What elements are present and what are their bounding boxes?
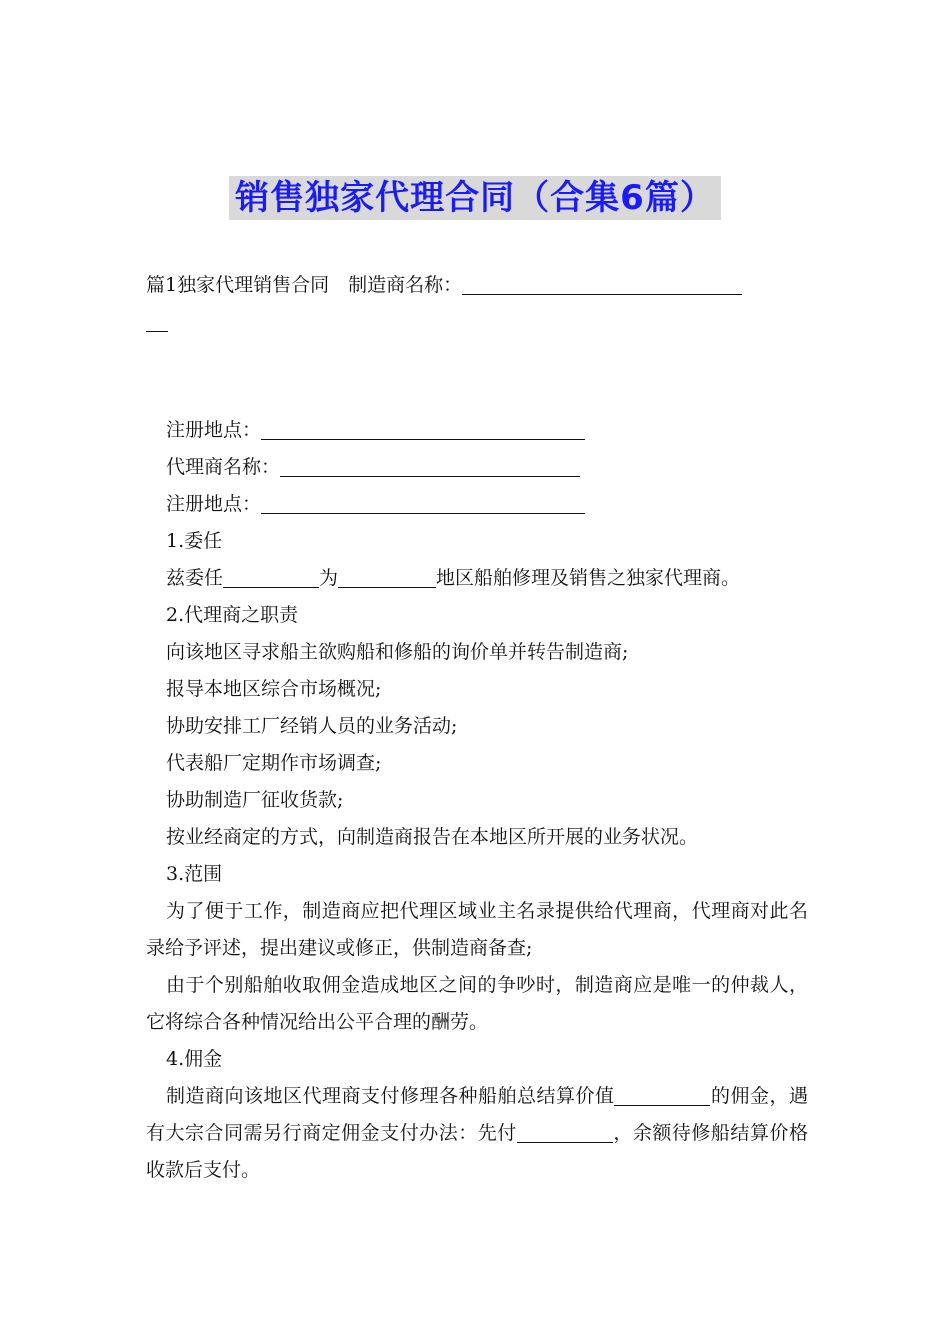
intro-text: 篇1独家代理销售合同 制造商名称： [146, 274, 463, 296]
text-span: 地区船舶修理及销售之独家代理商。 [436, 567, 741, 589]
text-span: 制造商向该地区代理商支付修理各种船舶总结算价值 [166, 1085, 615, 1107]
commission-rate-blank [614, 1081, 710, 1106]
text-span: 的佣金，遇有大宗合同需另行商定佣金支付办法：先付 [146, 1085, 808, 1144]
manufacturer-name-blank-end [146, 307, 168, 332]
intro-line-continued [146, 304, 808, 341]
text-span: 为 [319, 567, 339, 589]
field-label: 注册地点： [166, 493, 262, 515]
field-label: 注册地点： [166, 419, 262, 441]
intro-line [146, 267, 808, 304]
scope-paragraph: 为了便于工作，制造商应把代理区域业主名录提供给代理商，代理商对此名录给予评述，提出建议或修正，供制造商备查; [146, 900, 808, 959]
scope-paragraph: 由于个别船舶收取佣金造成地区之间的争吵时，制造商应是唯一的仲裁人，它将综合各种情况给出公平合理的酬劳。 [146, 974, 808, 1033]
field-blank [261, 489, 585, 514]
section-heading-duties: 2.代理商之职责 [166, 604, 299, 626]
duty-item: 报导本地区综合市场概况; [166, 678, 382, 700]
field-label: 代理商名称： [166, 456, 281, 478]
duty-item: 向该地区寻求船主欲购船和修船的询价单并转告制造商; [166, 641, 629, 663]
principal-blank [223, 563, 319, 588]
section-heading-commission: 4.佣金 [166, 1048, 223, 1070]
duty-item: 按业经商定的方式，向制造商报告在本地区所开展的业务状况。 [166, 826, 699, 848]
appointment-paragraph [146, 560, 808, 597]
commission-paragraph [146, 1078, 808, 1189]
duty-item: 协助安排工厂经销人员的业务活动; [166, 715, 458, 737]
field-blank [261, 415, 585, 440]
duty-item: 代表船厂定期作市场调查; [166, 752, 382, 774]
title-container [0, 176, 950, 220]
text-span: 兹委任 [166, 567, 224, 589]
field-agent-name [146, 449, 808, 486]
section-heading-appointment: 1.委任 [166, 530, 223, 552]
manufacturer-name-blank [462, 270, 742, 295]
field-registered-address-1 [146, 412, 808, 449]
region-blank [338, 563, 436, 588]
advance-payment-blank [517, 1118, 613, 1143]
field-registered-address-2 [146, 486, 808, 523]
section-heading-scope: 3.范围 [166, 863, 223, 885]
duty-item: 协助制造厂征收货款; [166, 789, 344, 811]
contract-body [146, 412, 808, 1189]
field-blank [280, 452, 580, 477]
document-title: 销售独家代理合同（合集6篇） [229, 176, 721, 220]
intro-block [146, 267, 808, 341]
text-span: ，余额待修船结算价格收款后支付。 [146, 1122, 808, 1181]
